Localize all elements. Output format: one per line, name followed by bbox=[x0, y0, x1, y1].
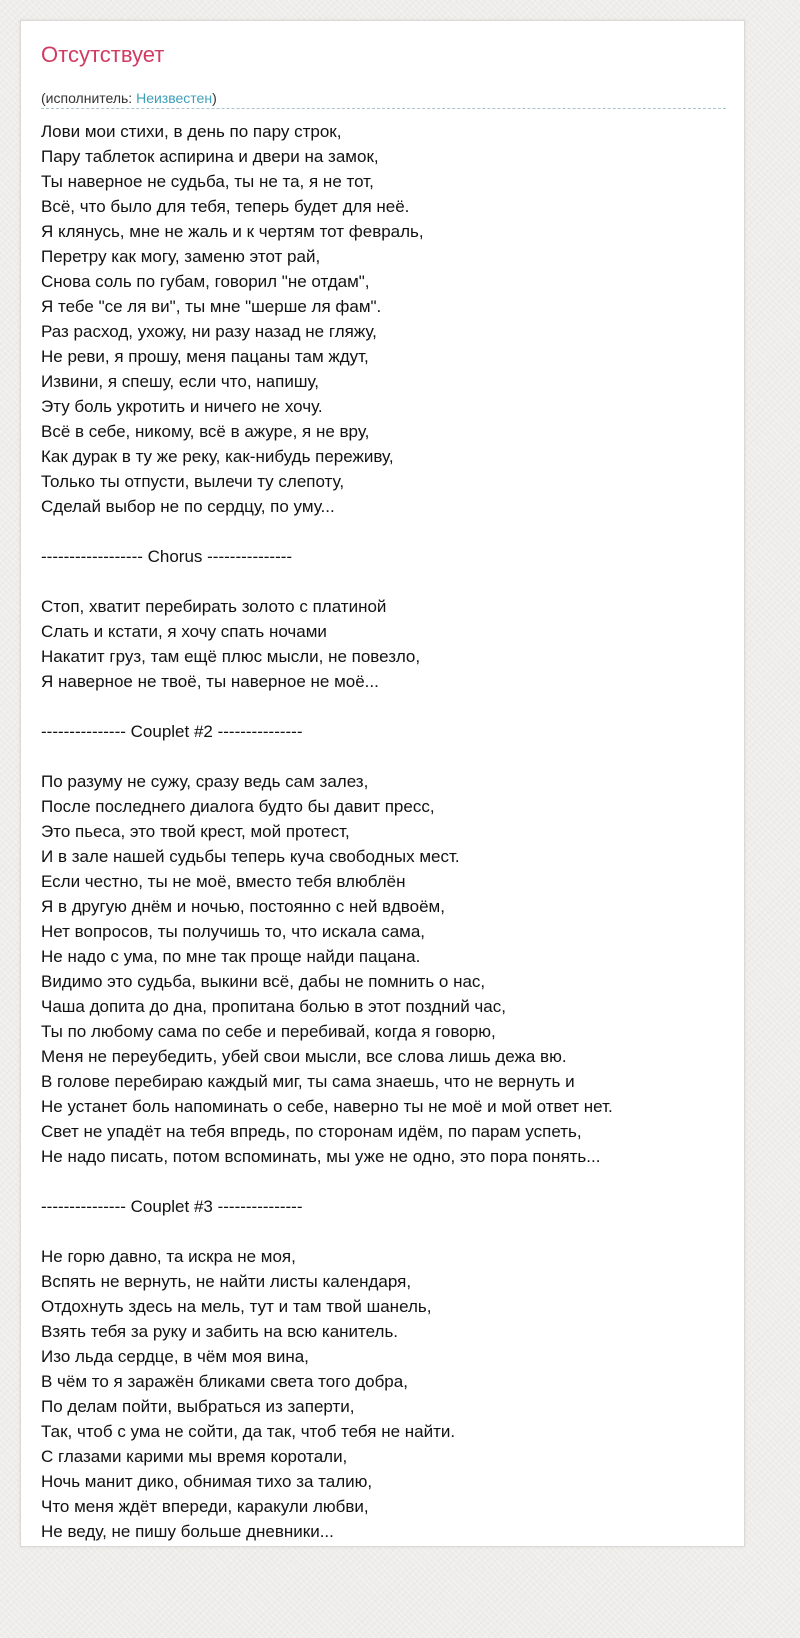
lyric-line: Так, чтоб с ума не сойти, да так, чтоб тебя не найти. bbox=[41, 1422, 456, 1441]
artist-link[interactable]: Неизвестен bbox=[136, 90, 213, 106]
lyric-line: Не надо с ума, по мне так проще найди пацана. bbox=[41, 947, 421, 966]
lyric-line: Ночь манит дико, обнимая тихо за талию, bbox=[41, 1472, 373, 1491]
lyric-line: Всё, что было для тебя, теперь будет для неё. bbox=[41, 197, 410, 216]
lyric-line: Снова соль по губам, говорил "не отдам", bbox=[41, 272, 370, 291]
lyric-line: --------------- Couplet #2 --------------- bbox=[41, 722, 303, 741]
lyric-line: После последнего диалога будто бы давит пресс, bbox=[41, 797, 435, 816]
lyric-line: Я наверное не твоё, ты наверное не моё... bbox=[41, 672, 379, 691]
lyric-line: Лови мои стихи, в день по пару строк, bbox=[41, 122, 342, 141]
lyric-line: Как дурак в ту же реку, как-нибудь переживу, bbox=[41, 447, 394, 466]
lyric-line: По делам пойти, выбраться из заперти, bbox=[41, 1397, 355, 1416]
lyric-line: Чаша допита до дна, пропитана болью в этот поздний час, bbox=[41, 997, 506, 1016]
lyric-line: Всё в себе, никому, всё в ажуре, я не вру, bbox=[41, 422, 370, 441]
lyric-line: Я клянусь, мне не жаль и к чертям тот февраль, bbox=[41, 222, 424, 241]
lyric-line: По разуму не сужу, сразу ведь сам залез, bbox=[41, 772, 369, 791]
lyric-line: Вспять не вернуть, не найти листы календаря, bbox=[41, 1272, 412, 1291]
lyric-line: Пару таблеток аспирина и двери на замок, bbox=[41, 147, 379, 166]
lyric-line: ------------------ Chorus --------------- bbox=[41, 547, 293, 566]
lyric-line: Я тебе "се ля ви", ты мне "шерше ля фам". bbox=[41, 297, 382, 316]
lyric-line: Не надо писать, потом вспоминать, мы уже не одно, это пора понять... bbox=[41, 1147, 601, 1166]
lyric-line: Накатит груз, там ещё плюс мысли, не повезло, bbox=[41, 647, 421, 666]
lyric-line: Не горю давно, та искра не моя, bbox=[41, 1247, 296, 1266]
lyric-line: Ты наверное не судьба, ты не та, я не тот, bbox=[41, 172, 374, 191]
lyric-line: Перетру как могу, заменю этот рай, bbox=[41, 247, 321, 266]
lyric-line: Меня не переубедить, убей свои мысли, все слова лишь дежа вю. bbox=[41, 1047, 567, 1066]
artist-prefix: (исполнитель: bbox=[41, 90, 137, 106]
lyric-line: Ты по любому сама по себе и перебивай, когда я говорю, bbox=[41, 1022, 496, 1041]
lyric-line: Нет вопросов, ты получишь то, что искала сама, bbox=[41, 922, 426, 941]
lyric-line: Извини, я спешу, если что, напишу, bbox=[41, 372, 319, 391]
lyric-line: Эту боль укротить и ничего не хочу. bbox=[41, 397, 323, 416]
lyric-line: Раз расход, ухожу, ни разу назад не гляжу, bbox=[41, 322, 377, 341]
blank-line bbox=[41, 569, 731, 594]
lyric-line: Свет не упадёт на тебя впредь, по сторонам идём, по парам успеть, bbox=[41, 1122, 582, 1141]
blank-line bbox=[41, 744, 731, 769]
lyric-line: В чём то я заражён бликами света того добра, bbox=[41, 1372, 408, 1391]
lyric-line: Стоп, хватит перебирать золото с платиной bbox=[41, 597, 387, 616]
blank-line bbox=[41, 1169, 731, 1194]
lyric-line: Взять тебя за руку и забить на всю канитель. bbox=[41, 1322, 399, 1341]
lyric-line: Только ты отпусти, вылечи ту слепоту, bbox=[41, 472, 345, 491]
lyric-line: Не реви, я прошу, меня пацаны там ждут, bbox=[41, 347, 369, 366]
lyric-line: Не устанет боль напоминать о себе, наверно ты не моё и мой ответ нет. bbox=[41, 1097, 613, 1116]
lyric-line: Не веду, не пишу больше дневники... bbox=[41, 1522, 334, 1541]
blank-line bbox=[41, 519, 731, 544]
lyrics-text bbox=[41, 119, 731, 1544]
lyric-line: Изо льда сердце, в чём моя вина, bbox=[41, 1347, 309, 1366]
lyric-line: Сделай выбор не по сердцу, по уму... bbox=[41, 497, 335, 516]
lyric-line: Это пьеса, это твой крест, мой протест, bbox=[41, 822, 350, 841]
lyric-line: И в зале нашей судьбы теперь куча свободных мест. bbox=[41, 847, 460, 866]
artist-suffix: ) bbox=[212, 90, 217, 106]
lyric-line: Отдохнуть здесь на мель, тут и там твой шанель, bbox=[41, 1297, 432, 1316]
song-title: Отсутствует bbox=[41, 42, 165, 67]
lyric-line: Видимо это судьба, выкини всё, дабы не помнить о нас, bbox=[41, 972, 486, 991]
lyrics-card bbox=[20, 20, 745, 1547]
artist-line bbox=[41, 90, 217, 106]
blank-line bbox=[41, 694, 731, 719]
lyric-line: В голове перебираю каждый миг, ты сама знаешь, что не вернуть и bbox=[41, 1072, 575, 1091]
song-header bbox=[41, 41, 726, 109]
lyric-line: Слать и кстати, я хочу спать ночами bbox=[41, 622, 327, 641]
lyric-line: Что меня ждёт впереди, каракули любви, bbox=[41, 1497, 369, 1516]
lyric-line: С глазами карими мы время коротали, bbox=[41, 1447, 348, 1466]
blank-line bbox=[41, 1219, 731, 1244]
lyric-line: --------------- Couplet #3 --------------- bbox=[41, 1197, 303, 1216]
lyric-line: Я в другую днём и ночью, постоянно с ней вдвоём, bbox=[41, 897, 445, 916]
lyric-line: Если честно, ты не моё, вместо тебя влюблён bbox=[41, 872, 406, 891]
